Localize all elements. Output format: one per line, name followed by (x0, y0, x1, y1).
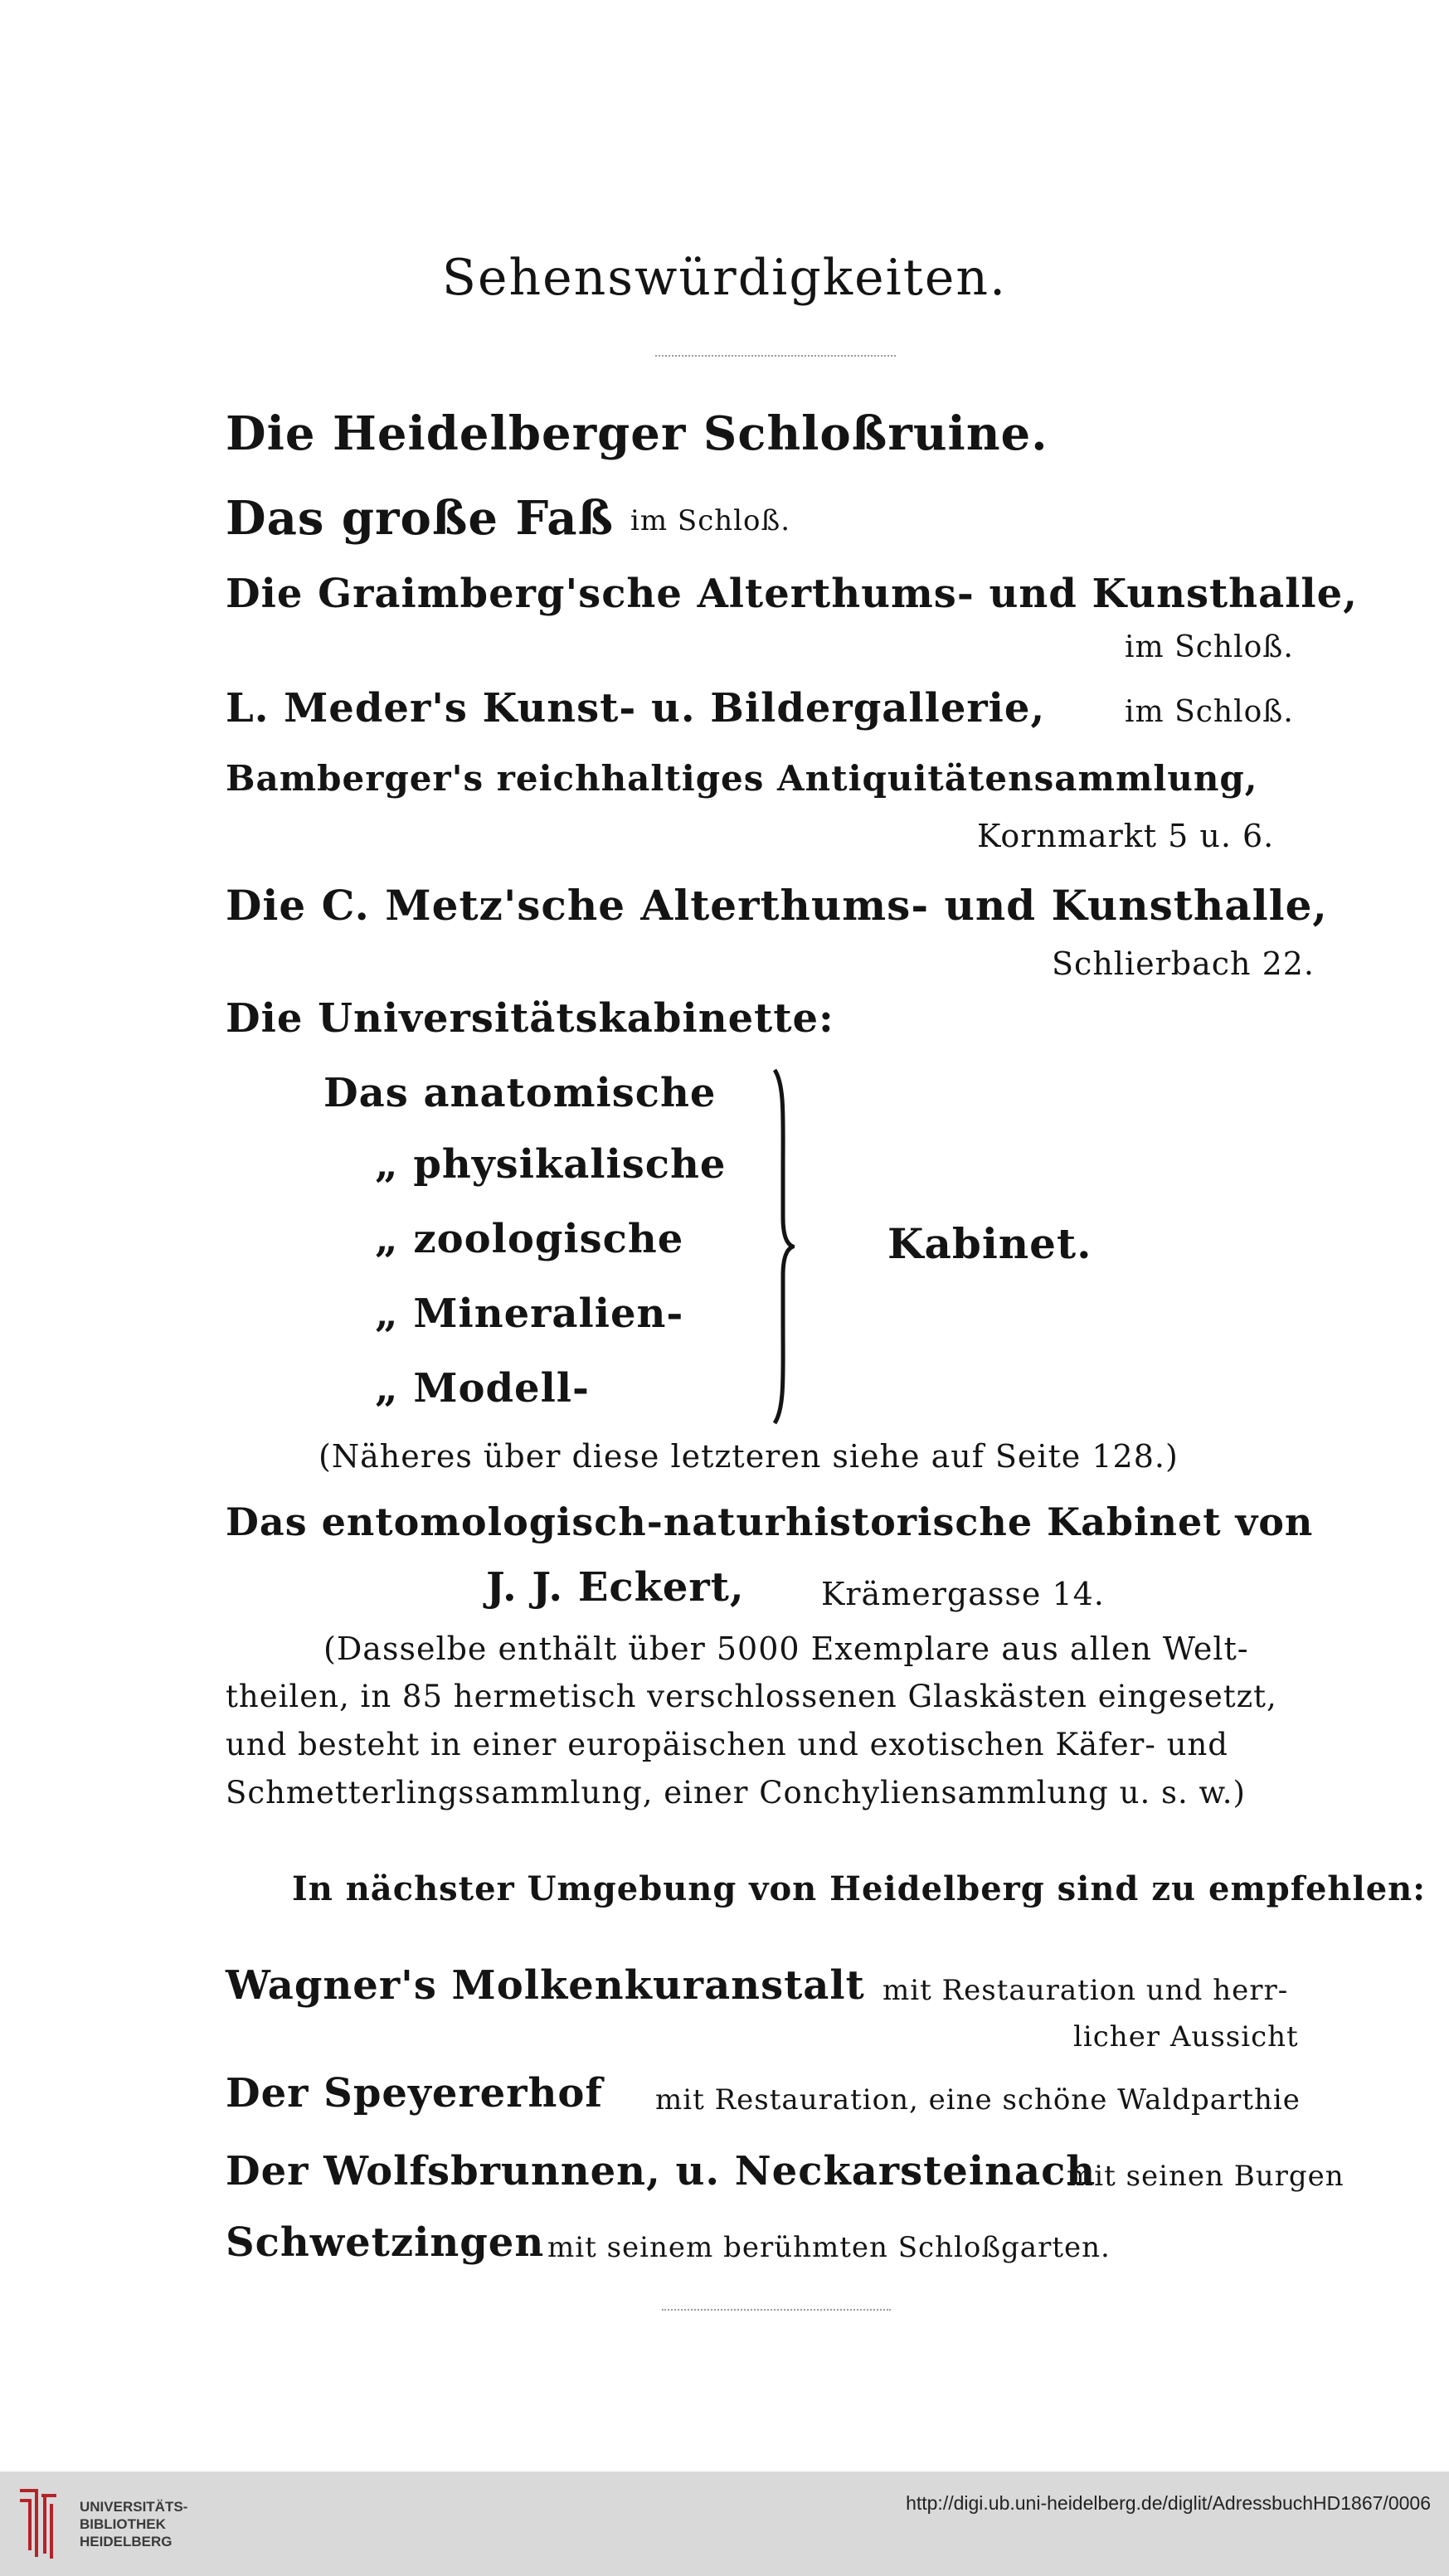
entomology-description-line: Schmetterlingssammlung, einer Conchyliensammlung u. s. w.) (226, 1775, 1246, 1810)
library-logo-icon (15, 2484, 61, 2564)
library-logo-text (80, 2498, 187, 2550)
entry-graimberg: Die Graimberg'sche Alterthums- und Kunsthalle, (226, 571, 1358, 617)
curly-brace (771, 1068, 795, 1425)
entry-universitaetskabinette: Die Universitätskabinette: (226, 995, 834, 1042)
cabinet-physikalische: „ physikalische (375, 1141, 727, 1188)
title-divider (655, 355, 896, 357)
bottom-divider (662, 2309, 891, 2311)
entry-entomology: Das entomologisch-naturhistorische Kabinet von (226, 1499, 1314, 1544)
cabinet-mineralien: „ Mineralien- (375, 1290, 684, 1337)
vicinity-wolfsbrunnen-desc: mit seinen Burgen (1067, 2160, 1344, 2193)
entomology-description-line: theilen, in 85 hermetisch verschlossenen Glaskästen eingesetzt, (226, 1679, 1277, 1714)
entry-grosse-fass: Das große Faß (226, 491, 615, 546)
entry-schlossruine: Die Heidelberger Schloßruine. (226, 406, 1048, 461)
logo-line: HEIDELBERG (80, 2534, 173, 2549)
vicinity-schwetzingen-desc: mit seinem berühmten Schloßgarten. (547, 2231, 1111, 2264)
logo-line: UNIVERSITÄTS- (80, 2499, 188, 2515)
entry-bamberger-location: Kornmarkt 5 u. 6. (977, 818, 1275, 854)
entry-meder-location: im Schloß. (1125, 695, 1294, 729)
logo-line: BIBLIOTHEK (80, 2516, 166, 2532)
entry-grosse-fass-location: im Schloß. (630, 504, 791, 537)
cabinet-zoologische: „ zoologische (375, 1216, 684, 1262)
cabinet-footnote: (Näheres über diese letzteren siehe auf Seite 128.) (318, 1438, 1179, 1475)
entry-graimberg-location: im Schloß. (1125, 630, 1294, 664)
page-title: Sehenswürdigkeiten. (441, 249, 1008, 307)
entry-eckert-address: Krämergasse 14. (821, 1576, 1105, 1612)
vicinity-heading: In nächster Umgebung von Heidelberg sind zu empfehlen: (292, 1869, 1427, 1908)
vicinity-wagner-desc2: licher Aussicht (1073, 2020, 1299, 2054)
vicinity-wagner: Wagner's Molkenkuranstalt (226, 1962, 865, 2009)
entry-metz: Die C. Metz'sche Alterthums- und Kunsthalle, (226, 881, 1328, 930)
footer-bar (0, 2472, 1449, 2576)
vicinity-speyererhof-desc: mit Restauration, eine schöne Waldparthie (655, 2083, 1301, 2117)
vicinity-schwetzingen: Schwetzingen (226, 2219, 545, 2266)
entry-bamberger: Bamberger's reichhaltiges Antiquitätensammlung, (226, 758, 1258, 799)
vicinity-wagner-desc: mit Restauration und herr- (883, 1974, 1289, 2007)
entry-metz-location: Schlierbach 22. (1052, 945, 1315, 982)
vicinity-speyererhof: Der Speyererhof (226, 2070, 604, 2117)
cabinet-modell: „ Modell- (375, 1365, 590, 1412)
cabinet-anatomische: Das anatomische (323, 1070, 717, 1116)
entry-meder: L. Meder's Kunst- u. Bildergallerie, (226, 685, 1046, 731)
cabinet-label: Kabinet. (887, 1219, 1092, 1268)
source-url-link[interactable]: http://digi.ub.uni-heidelberg.de/diglit/AdressbuchHD1867/0006 (906, 2492, 1431, 2514)
entomology-description-line: und besteht in einer europäischen und exotischen Käfer- und (226, 1727, 1228, 1762)
entry-eckert-name: J. J. Eckert, (486, 1564, 745, 1611)
vicinity-wolfsbrunnen: Der Wolfsbrunnen, u. Neckarsteinach (226, 2148, 1096, 2194)
entomology-description-line: (Dasselbe enthält über 5000 Exemplare aus allen Welt- (323, 1631, 1249, 1667)
